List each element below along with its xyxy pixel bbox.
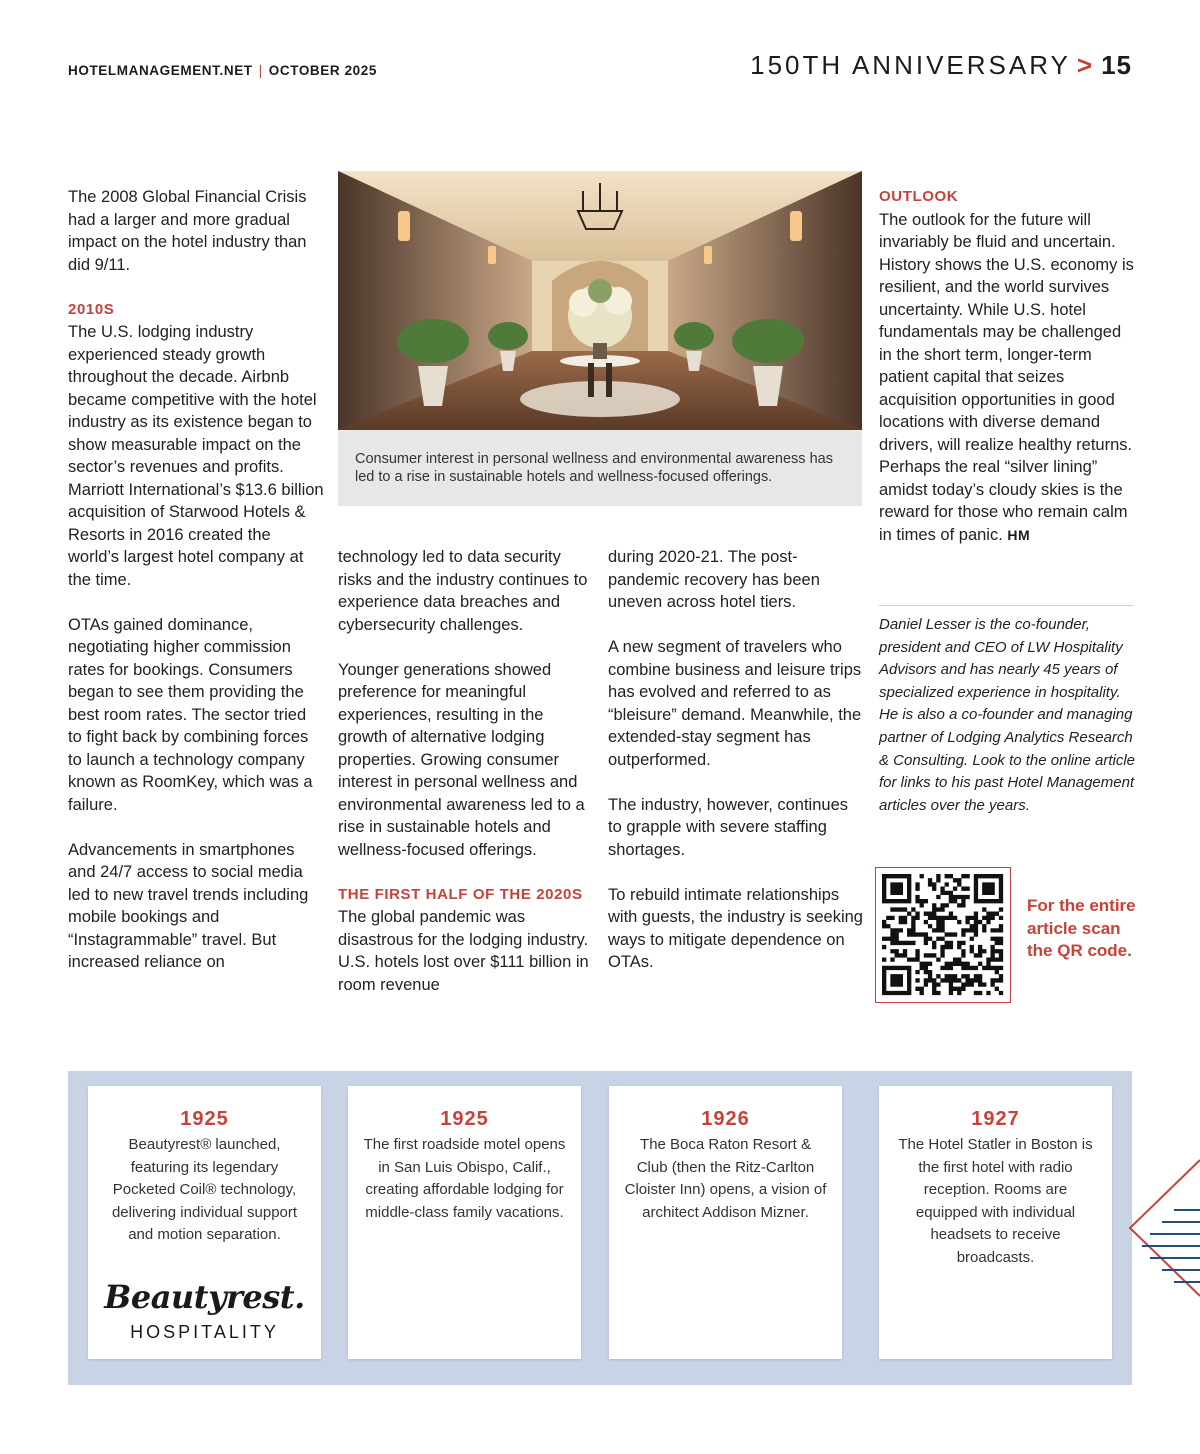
timeline-card — [879, 1086, 1112, 1359]
timeline-year: 1925 — [180, 1108, 229, 1130]
timeline-text: The first roadside motel opens in San Luis Obispo, Calif., creating affordable lodging for middle-class family vacations. — [363, 1136, 566, 1221]
section-title: 150TH ANNIVERSARY — [750, 50, 1071, 80]
article-column-3 — [608, 546, 866, 974]
section-header — [750, 50, 1132, 81]
intro-paragraph: The 2008 Global Financial Crisis had a larger and more gradual impact on the hotel industry than did 9/11. — [68, 188, 307, 274]
page-number: 15 — [1101, 50, 1132, 80]
timeline-year: 1927 — [971, 1108, 1020, 1130]
paragraph: OTAs gained dominance, negotiating higher commission rates for bookings. Consumers began to see them providing the best room rates. The sector tried to fight back by combining forces to launch a technology company known as RoomKey, which was a failure. — [68, 615, 313, 814]
hotel-corridor-photo — [338, 171, 862, 430]
timeline-year: 1926 — [701, 1108, 750, 1130]
paragraph: during 2020-21. The post-pandemic recovery has been uneven across hotel tiers. — [608, 548, 820, 611]
section-2020s — [338, 884, 596, 997]
paragraph: A new segment of travelers who combine business and leisure trips has evolved and referred to as “bleisure” demand. Meanwhile, the extended-stay segment has outperformed. — [608, 638, 862, 769]
timeline-text: The Boca Raton Resort & Club (then the Ritz-Carlton Cloister Inn) opens, a vision of architect Addison Mizner. — [624, 1136, 827, 1221]
section-2010s — [68, 299, 324, 592]
timeline-text: The Hotel Statler in Boston is the first hotel with radio reception. Rooms are equipped with individual headsets to receive broadcasts. — [898, 1136, 1093, 1266]
chevron-right-icon: > — [1076, 50, 1096, 80]
article-column-1 — [68, 186, 324, 974]
issue-date: OCTOBER 2025 — [268, 63, 378, 78]
paragraph: Advancements in smartphones and 24/7 access to social media led to new travel trends including mobile bookings and “Instagrammable” travel. But increased reliance on — [68, 840, 309, 971]
timeline-card — [88, 1086, 321, 1359]
qr-call-to-action: For the entire article scan the QR code. — [1027, 896, 1136, 961]
timeline-card — [348, 1086, 581, 1359]
section-heading-outlook: OUTLOOK — [879, 188, 959, 205]
paragraph: The outlook for the future will invariably be fluid and uncertain. History shows the U.S. economy is resilient, and the world survives uncertainty. While U.S. hotel fundamentals may be challenged in the short term, longer-term patient capital that seizes acquisition opportunities in good locations with diverse demand drivers, will realize healthy returns. Perhaps the real “silver lining” amidst today’s cloudy skies is the reward for those who remain calm in times of panic. — [879, 210, 1134, 544]
article-column-2 — [338, 546, 596, 996]
beautyrest-logo: Beautyrest. — [104, 1278, 305, 1316]
qr-code[interactable] — [875, 867, 1011, 1003]
timeline-year: 1925 — [440, 1108, 489, 1130]
hm-signoff: HM — [1007, 526, 1031, 543]
paragraph: The global pandemic was disastrous for the lodging industry. U.S. hotels lost over $111 billion in room revenue — [338, 908, 589, 994]
decorative-diamond-graphic — [1128, 1150, 1200, 1350]
paragraph: The industry, however, continues to grapple with severe staffing shortages. — [608, 795, 848, 859]
section-outlook — [879, 186, 1135, 546]
divider — [879, 605, 1133, 606]
site-name: HOTELMANAGEMENT.NET — [68, 63, 253, 78]
beautyrest-logo-subtitle: HOSPITALITY — [130, 1322, 279, 1342]
timeline-card — [609, 1086, 842, 1359]
paragraph: Younger generations showed preference for meaningful experiences, resulting in the growth of alternative lodging properties. Growing consumer interest in personal wellness and environmental awareness led to a rise in sustainable hotels and wellness-focused offerings. — [338, 660, 585, 859]
section-heading-2010s: 2010S — [68, 300, 115, 318]
paragraph: The U.S. lodging industry experienced steady growth throughout the decade. Airbnb became competitive with the hotel industry as its existence began to show measurable impact on the sector’s revenues and profits. Marriott International’s $13.6 billion acquisition of Starwood Hotels & Resorts in 2016 created the world’s largest hotel company at the time. — [68, 323, 324, 589]
masthead — [68, 63, 377, 78]
article-column-4 — [879, 186, 1135, 546]
author-bio: Daniel Lesser is the co-founder, president and CEO of LW Hospitality Advisors and has nearly 45 years of specialized experience in hospitality. He is also a co-founder and managing partner of Lodging Analytics Research & Consulting. Look to the online article for links to his past Hotel Management articles over the years. — [879, 616, 1135, 814]
photo-caption: Consumer interest in personal wellness and environmental awareness has led to a rise in sustainable hotels and wellness-focused offerings. — [338, 430, 862, 506]
header-separator: | — [258, 63, 263, 78]
paragraph: To rebuild intimate relationships with guests, the industry is seeking ways to mitigate dependence on OTAs. — [608, 885, 863, 971]
section-heading-2020s: THE FIRST HALF OF THE 2020S — [338, 885, 583, 903]
paragraph: technology led to data security risks and the industry continues to experience data breaches and cybersecurity challenges. — [338, 548, 588, 634]
timeline-text: Beautyrest® launched, featuring its legendary Pocketed Coil® technology, delivering individual support and motion separation. — [111, 1136, 298, 1244]
